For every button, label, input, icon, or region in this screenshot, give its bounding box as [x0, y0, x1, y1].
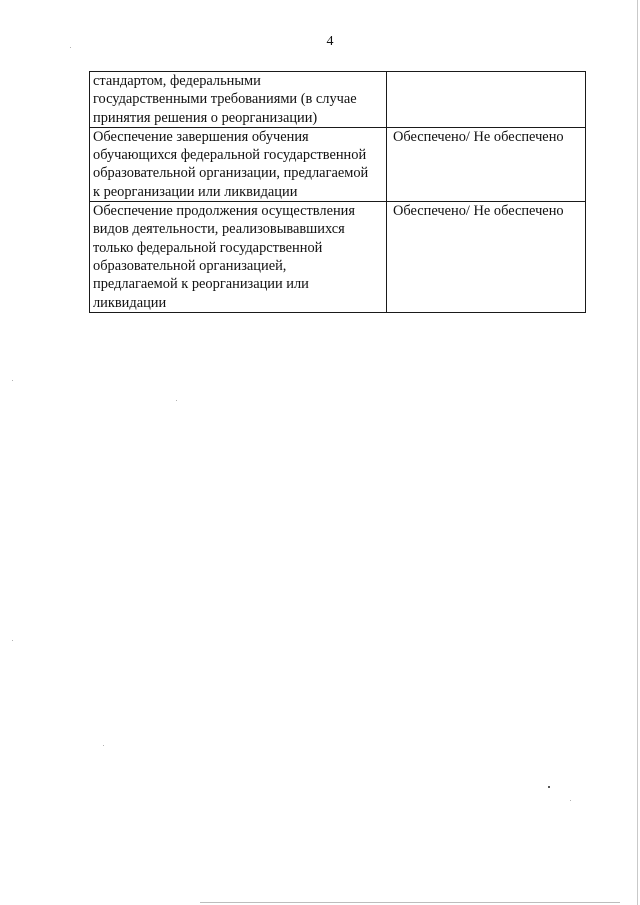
scan-speck [70, 47, 71, 48]
scan-edge-line [637, 0, 638, 905]
scan-speck [570, 800, 571, 801]
criterion-line: образовательной организацией, [93, 257, 287, 274]
criterion-line: Обеспечение завершения обучения [93, 128, 309, 145]
status-cell [387, 202, 586, 313]
status-cell [387, 127, 586, 201]
criteria-table [89, 71, 586, 313]
criterion-line: ликвидации [93, 294, 167, 311]
status-text: Обеспечено/ Не обеспечено [393, 203, 564, 220]
criterion-line: к реорганизации или ликвидации [93, 183, 298, 200]
criterion-line: видов деятельности, реализовывавшихся [93, 221, 345, 238]
criterion-line: обучающихся федеральной государственной [93, 147, 367, 164]
scan-speck [176, 400, 177, 401]
page-number: 4 [326, 34, 334, 49]
scan-edge-line [200, 902, 620, 903]
status-cell [387, 72, 586, 128]
status-text: Обеспечено/ Не обеспечено [393, 128, 564, 145]
criterion-line: государственными требованиями (в случае [93, 91, 357, 108]
table-row [90, 202, 586, 313]
criterion-line: стандартом, федеральными [93, 73, 261, 89]
scan-speck [12, 380, 13, 381]
criterion-line: предлагаемой к реорганизации или [93, 276, 309, 293]
criterion-cell [90, 127, 387, 201]
criterion-line: принятия решения о реорганизации) [93, 109, 318, 126]
criterion-line: только федеральной государственной [93, 239, 323, 256]
criterion-cell [90, 202, 387, 313]
scan-speck [103, 745, 104, 746]
scan-speck [548, 786, 550, 788]
criterion-line: образовательной организации, предлагаемой [93, 165, 369, 182]
scan-speck [12, 640, 13, 641]
criterion-cell [90, 72, 387, 128]
table-row [90, 72, 586, 128]
criterion-line: Обеспечение продолжения осуществления [93, 203, 355, 220]
table-row [90, 127, 586, 201]
